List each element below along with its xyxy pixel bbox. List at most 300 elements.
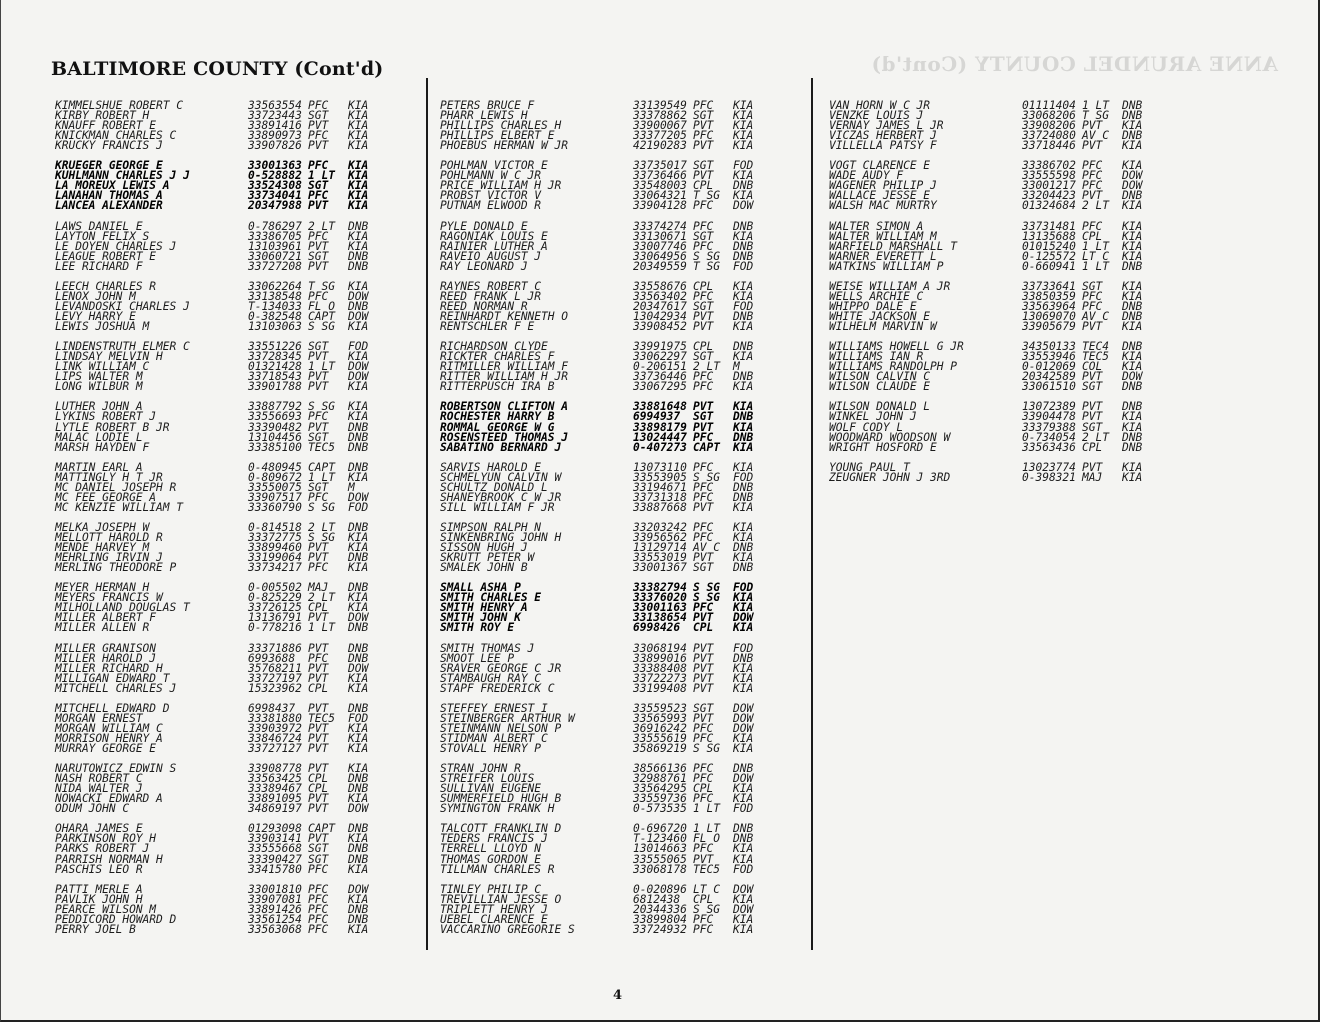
entry-status: DNB (1122, 430, 1143, 444)
entry-status: KIA (348, 832, 369, 846)
entry-rank: PFC (1082, 299, 1103, 313)
entry-name: NASH ROBERT C (55, 772, 143, 786)
entry-rank: CPL (693, 782, 714, 796)
entry-status: DNB (348, 782, 369, 796)
entry-rank: SGT (308, 430, 329, 444)
entry-serial: 33061510 (1022, 380, 1076, 394)
entry-serial: 33890973 (248, 129, 302, 143)
entry-name: MEHRLING IRVIN J (55, 551, 163, 565)
entry-rank: PFC (693, 219, 714, 233)
entry-serial: 33718543 (248, 370, 302, 384)
entry-status: DOW (733, 711, 754, 725)
entry-status: DNB (1122, 129, 1143, 143)
entry-serial: 0-125572 (1022, 249, 1076, 263)
entry-name: PUTNAM ELWOOD R (440, 199, 542, 213)
entry-serial: 13014663 (633, 842, 687, 856)
entry-serial: 33901788 (248, 380, 302, 394)
entry-serial: 33001217 (1022, 179, 1076, 193)
entry-name: ROBERTSON CLIFTON A (440, 400, 568, 414)
entry-status: KIA (733, 169, 754, 183)
entry-name: PASCHIS LEO R (55, 862, 143, 876)
entry-rank: PFC (1082, 289, 1103, 303)
entry-rank: PVT (693, 671, 714, 685)
entry-serial: 33415780 (248, 862, 302, 876)
entry-status: KIA (733, 782, 754, 796)
entry-rank: AV C (1082, 129, 1109, 143)
entry-status: DNB (1122, 380, 1143, 394)
entry-status: KIA (348, 350, 369, 364)
entry-serial: 33060721 (248, 249, 302, 263)
entry-status: KIA (348, 109, 369, 123)
entry-status: KIA (733, 119, 754, 133)
entry-status: FOD (348, 340, 369, 354)
entry-rank: TEC5 (308, 711, 335, 725)
entry-rank: PFC (693, 370, 714, 384)
entry-serial: 33563402 (633, 289, 687, 303)
entry-status: DNB (733, 370, 754, 384)
entry-serial: 33068178 (633, 862, 687, 876)
entry-serial: 0-382548 (248, 309, 302, 323)
entry-status: DOW (733, 199, 754, 213)
entry-serial: 13023774 (1022, 460, 1076, 474)
entry-name: SMALEK JOHN B (440, 561, 528, 575)
entry-rank: CAPT (308, 460, 335, 474)
entry-serial: 33723443 (248, 109, 302, 123)
entry-name: MC DANIEL JOSEPH R (55, 480, 177, 494)
entry-rank: PFC (308, 129, 329, 143)
entry-name: KRUCKY FRANCIS J (55, 139, 163, 153)
entry-rank: PVT (308, 370, 329, 384)
entry-status: KIA (733, 842, 754, 856)
entry-rank: PFC (308, 229, 329, 243)
entry-rank: PVT (693, 551, 714, 565)
entry-serial: 33139549 (633, 99, 687, 112)
entry-rank: PFC (308, 912, 329, 926)
entry-serial: 0-809672 (248, 470, 302, 484)
entry-name: STRAN JOHN R (440, 762, 521, 776)
entry-name: WILSON CALVIN C (829, 370, 931, 384)
entry-rank: PVT (693, 711, 714, 725)
entry-serial: 33734217 (248, 561, 302, 575)
entry-serial: 01111404 (1022, 99, 1076, 112)
entry-status: KIA (733, 440, 754, 454)
entry-serial: 33907081 (248, 892, 302, 906)
entry-serial: 35869219 (633, 742, 687, 755)
entry-status: KIA (733, 279, 754, 293)
entry-status: KIA (733, 460, 754, 474)
entry-name: WALTER WILLIAM M (829, 229, 937, 243)
entry-status: KIA (1122, 420, 1143, 434)
entry-name: STEINMANN NELSON P (440, 721, 562, 735)
entry-status: KIA (733, 109, 754, 123)
entry-status: KIA (348, 99, 369, 112)
entry-name: WILLIAMS RANDOLPH P (829, 360, 957, 374)
entry-rank: PFC (308, 410, 329, 424)
entry-serial: 6993688 (248, 651, 296, 665)
entry-rank: SGT (1082, 279, 1103, 293)
entry-name: SMITH THOMAS J (440, 641, 535, 655)
entry-rank: 2 LT (308, 219, 335, 233)
entry-status: DNB (348, 440, 369, 454)
entry-name: TILLMAN CHARLES R (440, 862, 555, 876)
entry-serial: 33372775 (248, 531, 302, 545)
entry-name: MORRISON HENRY A (55, 731, 163, 745)
entry-status: DNB (733, 561, 754, 575)
entry-serial: 33138654 (633, 611, 687, 625)
entry-rank: PVT (1082, 119, 1103, 133)
entry-rank: SGT (1082, 380, 1103, 394)
entry-rank: TEC5 (693, 862, 720, 876)
entry-name: WRIGHT HOSFORD E (829, 440, 937, 454)
entry-name: SABATINO BERNARD J (440, 440, 562, 454)
entry-rank: CPL (693, 179, 714, 193)
entry-serial: 33900067 (633, 119, 687, 133)
entry-rank: PVT (1082, 460, 1103, 474)
entry-rank: PFC (693, 731, 714, 745)
entry-serial: 33904128 (633, 199, 687, 213)
entry-name: MALAC LODIE L (55, 430, 143, 444)
entry-name: SINKENBRING JOHN H (440, 531, 562, 545)
entry-serial: 34869197 (248, 802, 302, 816)
entry-status: KIA (348, 541, 369, 555)
entry-rank: 2 LT (693, 360, 720, 374)
entry-serial: 33001363 (248, 159, 302, 173)
entry-rank: CPL (308, 681, 329, 695)
entry-status: DNB (733, 309, 754, 323)
entry-serial: 13073110 (633, 460, 687, 474)
entry-serial: 33548003 (633, 179, 687, 193)
entry-status: KIA (733, 99, 754, 112)
entry-name: PRICE WILLIAM H JR (440, 179, 562, 193)
entry-serial: 33905679 (1022, 320, 1076, 334)
entry-serial: 33899016 (633, 651, 687, 665)
entry-serial: 6812438 (633, 892, 681, 906)
entry-status: DOW (348, 309, 369, 323)
entry-status: FOD (733, 470, 754, 484)
entry-rank: PVT (693, 641, 714, 655)
entry-status: DNB (733, 179, 754, 193)
entry-name: PHILLIPS ELBERT E (440, 129, 555, 143)
entry-status: KIA (733, 852, 754, 866)
entry-rank: S SG (693, 591, 720, 605)
entry-rank: PVT (693, 400, 714, 414)
entry-name: LINK WILLIAM C (55, 360, 150, 374)
entry-name: LONG WILBUR M (55, 380, 143, 394)
entry-rank: PFC (308, 651, 329, 665)
entry-rank: PVT (693, 420, 714, 434)
entry-status: FOD (733, 641, 754, 655)
entry-rank: PFC (693, 721, 714, 735)
entry-rank: 1 LT (308, 169, 335, 183)
entry-status: KIA (348, 561, 369, 575)
entry-name: SMITH CHARLES E (440, 591, 542, 605)
entry-status: KIA (1122, 199, 1143, 213)
entry-serial: 33563554 (248, 99, 302, 112)
entry-status: KIA (733, 531, 754, 545)
entry-rank: TEC5 (308, 440, 335, 454)
entry-serial: 33724932 (633, 922, 687, 936)
entry-serial: 33734041 (248, 189, 302, 203)
entry-name: MILLER RICHARD H (55, 661, 163, 675)
entry-status: KIA (348, 129, 369, 143)
entry-name: ROSENSTEED THOMAS J (440, 430, 568, 444)
entry-status: DNB (348, 219, 369, 233)
entry-serial: 13136791 (248, 611, 302, 625)
entry-name: ZEUGNER JOHN J 3RD (829, 470, 951, 484)
entry-rank: PVT (693, 852, 714, 866)
entry-serial: 33001367 (633, 561, 687, 575)
entry-status: DNB (348, 641, 369, 655)
entry-name: TINLEY PHILIP C (440, 882, 542, 896)
entry-name: MEYERS FRANCIS W (55, 591, 163, 605)
entry-name: PHARR LEWIS H (440, 109, 528, 123)
entry-serial: 33001163 (633, 601, 687, 615)
entry-name: MORGAN WILLIAM C (55, 721, 163, 735)
entry-serial: 33891426 (248, 902, 302, 916)
entry-serial: 33371886 (248, 641, 302, 655)
entry-status: DNB (348, 259, 369, 273)
entry-status: DNB (348, 822, 369, 836)
entry-serial: 33956562 (633, 531, 687, 545)
entry-status: DNB (733, 832, 754, 846)
entry-status: M (348, 480, 355, 494)
entry-rank: TEC4 (1082, 340, 1109, 354)
entry-status: KIA (348, 169, 369, 183)
entry-rank: PVT (308, 832, 329, 846)
entry-name: LINDENSTRUTH ELMER C (55, 340, 190, 354)
entry-rank: PFC (308, 159, 329, 173)
entry-status: KIA (348, 762, 369, 776)
entry-name: POHLMAN VICTOR E (440, 159, 548, 173)
entry-rank: S SG (693, 902, 720, 916)
entry-name: RITTERPUSCH IRA B (440, 380, 555, 394)
entry-name: VENZKE LOUIS J (829, 109, 924, 123)
entry-status: KIA (733, 792, 754, 806)
entry-serial: 33376020 (633, 591, 687, 605)
entry-name: KIMMELSHUE ROBERT C (55, 99, 183, 112)
entry-status: KIA (733, 520, 754, 534)
entry-rank: COL (1082, 360, 1103, 374)
entry-rank: T SG (693, 189, 720, 203)
entry-rank: CPL (308, 782, 329, 796)
entry-serial: 01293098 (248, 822, 302, 836)
entry-name: MEYER HERMAN H (55, 581, 150, 595)
entry-status: KIA (733, 350, 754, 364)
entry-rank: PFC (308, 189, 329, 203)
entry-rank: T SG (693, 259, 720, 273)
entry-serial: 33550075 (248, 480, 302, 494)
entry-serial: 33850359 (1022, 289, 1076, 303)
entry-status: DOW (733, 902, 754, 916)
entry-serial: 33385100 (248, 440, 302, 454)
entry-serial: 35768211 (248, 661, 302, 675)
entry-rank: SGT (308, 852, 329, 866)
entry-name: STEFFEY ERNEST I (440, 701, 548, 715)
entry-name: LANCEA ALEXANDER (55, 199, 163, 213)
entry-name: RITTER WILLIAM H JR (440, 370, 568, 384)
entry-serial: 33194671 (633, 480, 687, 494)
entry-serial: 33390427 (248, 852, 302, 866)
entry-rank: CPL (308, 601, 329, 615)
entry-status: DNB (1122, 109, 1143, 123)
entry-status: KIA (1122, 360, 1143, 374)
entry-name: VICZAS HERBERT J (829, 129, 937, 143)
entry-rank: S SG (308, 531, 335, 545)
entry-status: KIA (733, 742, 754, 755)
entry-rank: SGT (693, 159, 714, 173)
entry-serial: 33727127 (248, 742, 302, 755)
entry-serial: 33551226 (248, 340, 302, 354)
entry-name: WHITE JACKSON E (829, 309, 931, 323)
entry-rank: PVT (693, 651, 714, 665)
entry-status: KIA (1122, 159, 1143, 173)
entry-serial: 36916242 (633, 721, 687, 735)
entry-status: DOW (733, 611, 754, 625)
entry-status: KIA (1122, 320, 1143, 334)
entry-serial: 33903972 (248, 721, 302, 735)
entry-serial: 33727208 (248, 259, 302, 273)
entry-name: KNAUFF ROBERT E (55, 119, 157, 133)
entry-status: DOW (1122, 169, 1143, 183)
entry-serial: 13072389 (1022, 400, 1076, 414)
entry-serial: 01321428 (248, 360, 302, 374)
entry-status: DNB (1122, 99, 1143, 112)
page-title: BALTIMORE COUNTY (Cont'd) (51, 58, 384, 80)
entry-name: STAPF FREDERICK C (440, 681, 555, 695)
entry-rank: PVT (308, 742, 329, 755)
entry-status: KIA (733, 380, 754, 394)
entry-rank: CPL (1082, 229, 1103, 243)
entry-rank: PVT (693, 500, 714, 514)
entry-serial: 0-660941 (1022, 259, 1076, 273)
entry-status: DNB (1122, 309, 1143, 323)
entry-status: DOW (348, 490, 369, 504)
entry-serial: 33558676 (633, 279, 687, 293)
entry-rank: SGT (693, 410, 714, 424)
entry-serial: 13104456 (248, 430, 302, 444)
entry-status: DNB (733, 651, 754, 665)
entry-name: VACCARINO GREGORIE S (440, 922, 575, 936)
entry-serial: 33881648 (633, 400, 687, 414)
entry-status: KIA (733, 621, 754, 635)
entry-status: DNB (348, 581, 369, 595)
entry-serial: 13103063 (248, 320, 302, 334)
entry-rank: PFC (693, 239, 714, 253)
entry-status: KIA (348, 279, 369, 293)
entry-name: LUTHER JOHN A (55, 400, 143, 414)
entry-serial: 0-005502 (248, 581, 302, 595)
entry-serial: 33564295 (633, 782, 687, 796)
entry-name: WOLF CODY L (829, 420, 904, 434)
entry-rank: MAJ (308, 581, 329, 595)
bleed-through-title: ANNE ARUNDEL COUNTY (Cont'd) (870, 52, 1278, 76)
entry-status: KIA (348, 119, 369, 133)
entry-name: OHARA JAMES E (55, 822, 143, 836)
entry-status: DOW (348, 360, 369, 374)
entry-status: KIA (1122, 279, 1143, 293)
entry-rank: PFC (308, 99, 329, 112)
entry-serial: 33563964 (1022, 299, 1076, 313)
entry-status: KIA (1122, 470, 1143, 484)
entry-name: SRAVER GEORGE C JR (440, 661, 562, 675)
entry-rank: 1 LT (308, 470, 335, 484)
entry-name: SMITH JOHN K (440, 611, 521, 625)
entry-name: PEARCE WILSON M (55, 902, 157, 916)
entry-status: KIA (348, 159, 369, 173)
entry-name: LE DOYEN CHARLES J (55, 239, 177, 253)
entry-status: DNB (1122, 299, 1143, 313)
entry-status: KIA (733, 591, 754, 605)
entry-name: LAYTON FELIX S (55, 229, 150, 243)
entry-name: TERRELL LLOYD N (440, 842, 542, 856)
entry-rank: S SG (308, 400, 335, 414)
entry-name: PEDDICORD HOWARD D (55, 912, 177, 926)
entry-serial: 01324684 (1022, 199, 1076, 213)
entry-status: KIA (348, 591, 369, 605)
entry-serial: 33062297 (633, 350, 687, 364)
entry-status: DNB (348, 420, 369, 434)
entry-status: DNB (733, 249, 754, 263)
entry-rank: S SG (693, 249, 720, 263)
entry-status: KIA (348, 179, 369, 193)
entry-rank: SGT (693, 350, 714, 364)
entry-status: KIA (348, 862, 369, 876)
entry-name: WARNER EVERETT L (829, 249, 937, 263)
entry-rank: SGT (308, 179, 329, 193)
entry-serial: 33887668 (633, 500, 687, 514)
entry-status: DNB (733, 410, 754, 424)
entry-serial: 33007746 (633, 239, 687, 253)
entry-status: KIA (733, 500, 754, 514)
entry-name: SCHULTZ DONALD L (440, 480, 548, 494)
entry-name: PATTI MERLE A (55, 882, 143, 896)
entry-name: REED NORMAN R (440, 299, 528, 313)
entry-serial: 0-778216 (248, 621, 302, 635)
entry-serial: 33390482 (248, 420, 302, 434)
entry-name: LIPS WALTER M (55, 370, 143, 384)
entry-rank: PVT (693, 661, 714, 675)
entry-name: LEWIS JOSHUA M (55, 320, 150, 334)
entry-rank: PFC (308, 882, 329, 896)
entry-rank: CAPT (693, 440, 720, 454)
entry-name: STEINBERGER ARTHUR W (440, 711, 575, 725)
entry-name: ODUM JOHN C (55, 802, 130, 816)
entry-status: DNB (348, 912, 369, 926)
entry-rank: PFC (693, 842, 714, 856)
entry-rank: SGT (693, 701, 714, 715)
entry-name: LEE RICHARD F (55, 259, 143, 273)
entry-rank: PFC (308, 892, 329, 906)
entry-status: KIA (348, 229, 369, 243)
entry-rank: PVT (308, 380, 329, 394)
entry-rank: PVT (308, 541, 329, 555)
entry-serial: 0-206151 (633, 360, 687, 374)
entry-rank: PVT (693, 119, 714, 133)
entry-rank: PFC (693, 480, 714, 494)
entry-rank: PVT (308, 802, 329, 816)
entry-status: KIA (733, 892, 754, 906)
entry-rank: PFC (693, 601, 714, 615)
entry-name: VILLELLA PATSY F (829, 139, 937, 153)
entry-name: STOVALL HENRY P (440, 742, 542, 755)
entry-serial: 33733641 (1022, 279, 1076, 293)
entry-serial: 33561254 (248, 912, 302, 926)
entry-serial: 33559523 (633, 701, 687, 715)
entry-status: KIA (733, 320, 754, 334)
entry-status: KIA (1122, 139, 1143, 153)
entry-name: SKRUTT PETER W (440, 551, 535, 565)
entry-rank: LT C (693, 882, 720, 896)
